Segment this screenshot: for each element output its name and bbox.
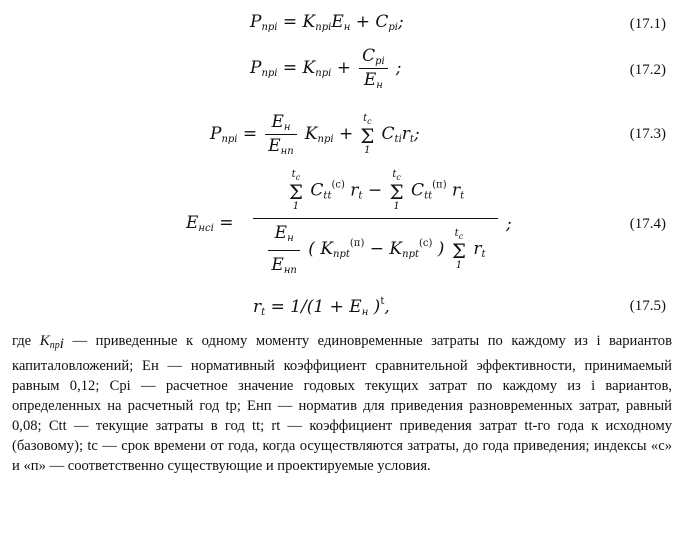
explanation-paragraph [12,331,672,476]
equation-number: (17.2) [629,62,666,78]
symbol-k-pri: $K_{прi}$ [39,333,64,352]
equation-17-3: $P_{прi}$ = $\frac{E_н}{E_{нп}}$ $K_{прi}$ + $t_c$ Σ 1 $C_{ti}r_t$; [210,112,420,157]
equation-17-4-fraction: $t_c$ Σ 1 $C_{tt}^{(c)}$ $r_t$ − $t_c$ Σ 1 $C_{tt}^{(п)}$ $r_t$ $\frac{E_н}{E_{нп}}$ ( $K_{прt}^{(п)} - K_{прt}^{(c)}$ ) $t_c$ Σ 1 $r_t$ [253,170,498,276]
equation-17-5: $r_t = 1/(1 + E_н$ )$^t$, [253,296,390,318]
equation-number: (17.5) [629,298,666,314]
equation-number: (17.3) [629,126,666,142]
equation-17-2: $P_{прi} = K_{прi}$ + $\frac{C_{pi}}{E_н}$ ; [250,46,402,91]
equation-17-1: $P_{прi} = K_{прi}E_н + C_{pi}$; [250,12,404,33]
explanation-text: — приведенные к одному моменту единовременные затраты по каждому из i вариантов капиталовложений; Eн — нормативный коэффициент сравнительной эффективности, принимаемый равным 0,12; Cpi — расчетное значение годовых текущих затрат по каждому из i вариантов, определенных на расчетный год tр; Eнп — норматив для приведения разновременных затрат, равный 0,08; Ctt — текущие затраты в год tt; rt — коэффициент приведения затрат tt-го года к исходному (базовому); tс — срок времени от года, когда осуществляются затраты, до года приведения; индексы «с» и «п» — соответственно существующие и проектируемые условия. [12,333,672,474]
equation-17-4-lhs: $E_{нсi}$ = [186,213,234,234]
equation-17-4-semicolon: ; [506,214,512,234]
equation-number: (17.1) [629,16,666,32]
explanation-lead: где [12,333,32,349]
equation-number: (17.4) [629,216,666,232]
